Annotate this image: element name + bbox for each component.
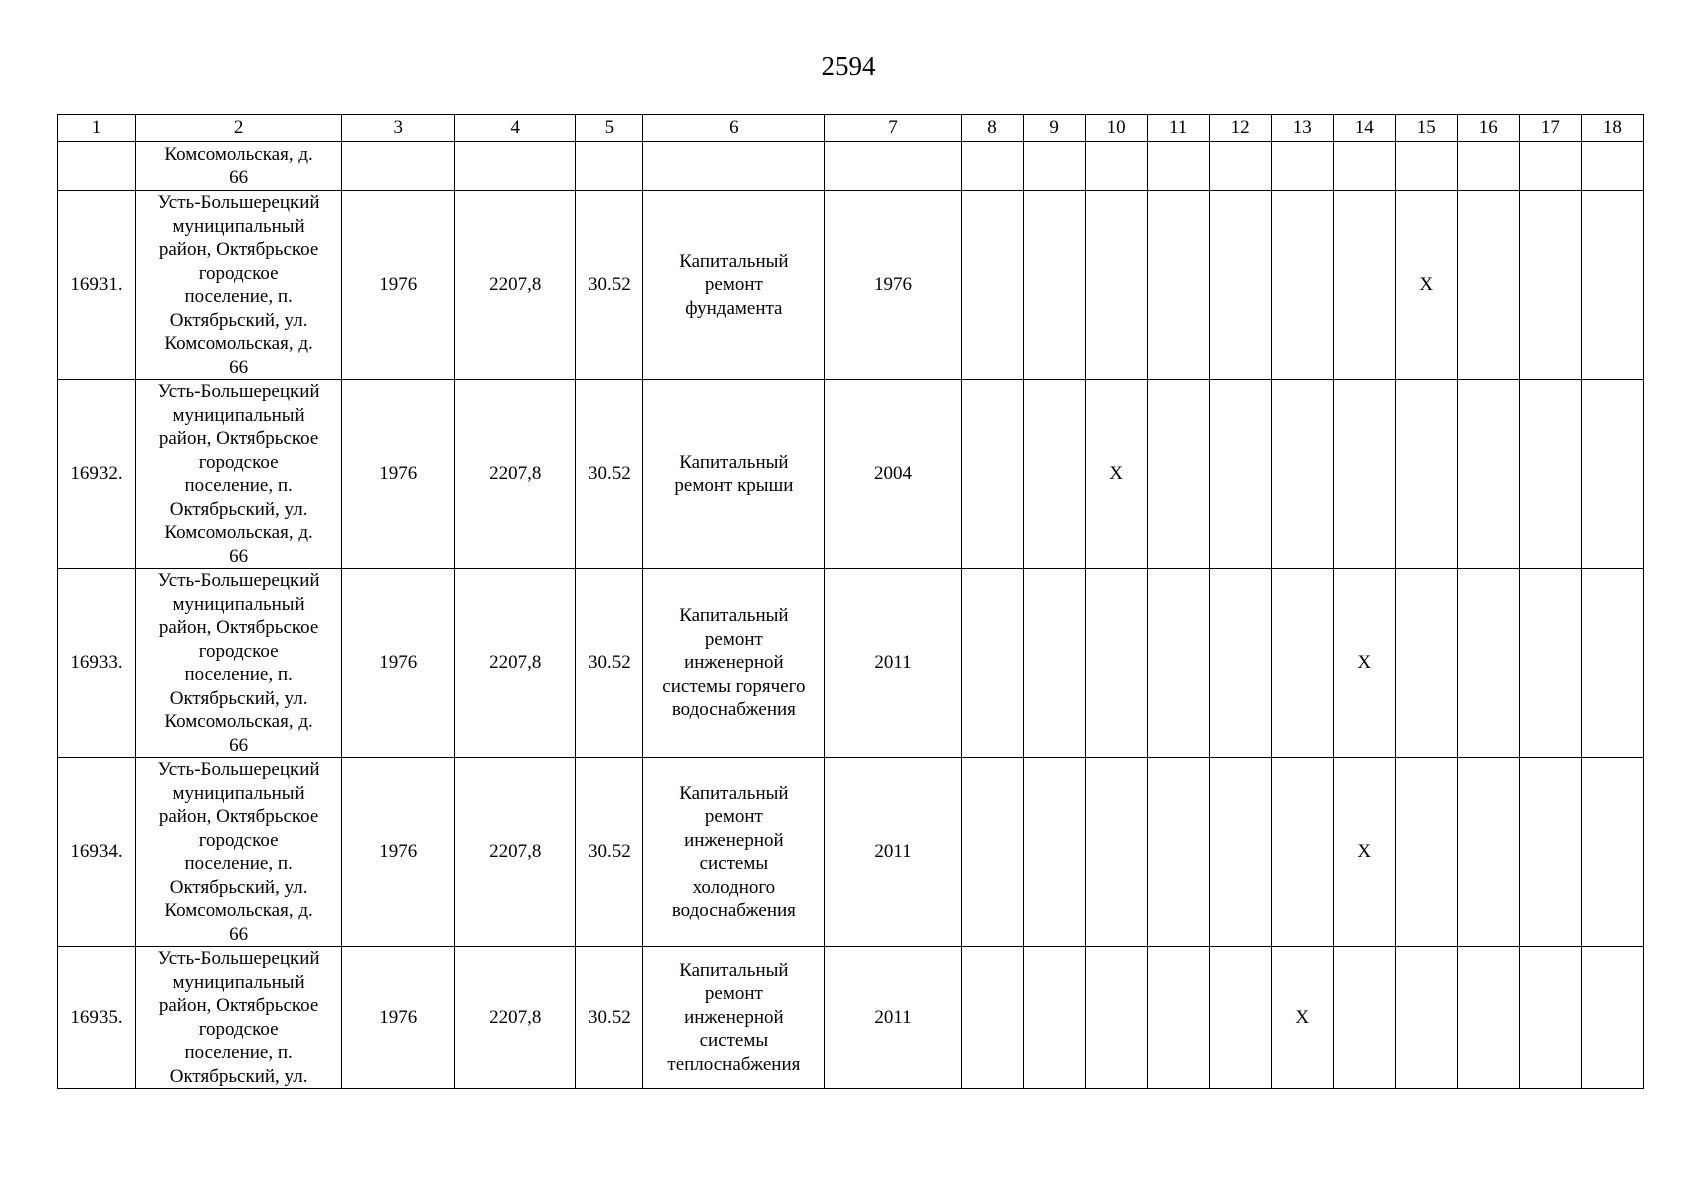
record-number-cell: 16931. <box>58 191 136 380</box>
work-year-cell: 2004 <box>825 380 961 569</box>
mark-cell: X <box>1333 758 1395 947</box>
area-cell <box>455 142 576 191</box>
mark-cell <box>1085 142 1147 191</box>
code-cell: 30.52 <box>576 947 643 1089</box>
mark-cell <box>1147 569 1209 758</box>
continuation-row <box>58 142 1644 191</box>
record-number-cell: 16932. <box>58 380 136 569</box>
mark-cell <box>1519 569 1581 758</box>
mark-cell <box>961 191 1023 380</box>
mark-cell <box>1209 142 1271 191</box>
mark-cell <box>1147 947 1209 1089</box>
address-cell: Усть-Большерецкий муниципальный район, Октябрьское городское поселение, п. Октябрьский, ул. Комсомольская, д. 66 <box>136 758 342 947</box>
column-number-header: 15 <box>1395 115 1457 142</box>
mark-cell <box>1209 947 1271 1089</box>
area-cell: 2207,8 <box>455 758 576 947</box>
code-cell: 30.52 <box>576 191 643 380</box>
area-cell: 2207,8 <box>455 947 576 1089</box>
mark-cell <box>1333 191 1395 380</box>
mark-cell <box>1085 758 1147 947</box>
mark-cell <box>1581 142 1643 191</box>
column-number-header: 6 <box>643 115 825 142</box>
work-type-cell: Капитальный ремонт фундамента <box>643 191 825 380</box>
mark-cell <box>1147 380 1209 569</box>
mark-cell <box>1457 758 1519 947</box>
address-cell: Комсомольская, д. 66 <box>136 142 342 191</box>
mark-cell <box>1395 569 1457 758</box>
column-number-header: 3 <box>342 115 455 142</box>
column-number-header: 13 <box>1271 115 1333 142</box>
column-number-row <box>58 115 1644 142</box>
work-type-cell: Капитальный ремонт инженерной системы теплоснабжения <box>643 947 825 1089</box>
mark-cell <box>1271 380 1333 569</box>
column-number-header: 17 <box>1519 115 1581 142</box>
mark-cell <box>1581 947 1643 1089</box>
mark-cell <box>1457 947 1519 1089</box>
mark-cell <box>1333 380 1395 569</box>
mark-cell <box>1085 569 1147 758</box>
code-cell <box>576 142 643 191</box>
mark-cell <box>1271 191 1333 380</box>
year-built-cell: 1976 <box>342 758 455 947</box>
mark-cell <box>1023 191 1085 380</box>
mark-cell <box>961 758 1023 947</box>
mark-cell <box>1023 569 1085 758</box>
record-number-cell: 16934. <box>58 758 136 947</box>
column-number-header: 4 <box>455 115 576 142</box>
record-number-cell <box>58 142 136 191</box>
work-year-cell <box>825 142 961 191</box>
mark-cell <box>1519 947 1581 1089</box>
mark-cell <box>1333 142 1395 191</box>
column-number-header: 8 <box>961 115 1023 142</box>
table-row <box>58 191 1644 380</box>
code-cell: 30.52 <box>576 569 643 758</box>
mark-cell <box>1395 380 1457 569</box>
mark-cell <box>1085 947 1147 1089</box>
code-cell: 30.52 <box>576 380 643 569</box>
year-built-cell: 1976 <box>342 569 455 758</box>
mark-cell <box>961 380 1023 569</box>
mark-cell: X <box>1085 380 1147 569</box>
column-number-header: 14 <box>1333 115 1395 142</box>
mark-cell <box>1209 758 1271 947</box>
table-row <box>58 947 1644 1089</box>
record-number-cell: 16933. <box>58 569 136 758</box>
mark-cell <box>1209 191 1271 380</box>
mark-cell <box>961 142 1023 191</box>
column-number-header: 7 <box>825 115 961 142</box>
mark-cell <box>1271 758 1333 947</box>
mark-cell <box>961 947 1023 1089</box>
work-type-cell: Капитальный ремонт крыши <box>643 380 825 569</box>
mark-cell <box>1519 758 1581 947</box>
mark-cell <box>1147 758 1209 947</box>
column-number-header: 10 <box>1085 115 1147 142</box>
register-table <box>57 114 1644 1089</box>
mark-cell <box>1333 947 1395 1089</box>
table-row <box>58 569 1644 758</box>
address-cell: Усть-Большерецкий муниципальный район, Октябрьское городское поселение, п. Октябрьский, ул. Комсомольская, д. 66 <box>136 191 342 380</box>
code-cell: 30.52 <box>576 758 643 947</box>
mark-cell: X <box>1271 947 1333 1089</box>
mark-cell <box>1581 380 1643 569</box>
address-cell: Усть-Большерецкий муниципальный район, Октябрьское городское поселение, п. Октябрьский, ул. <box>136 947 342 1089</box>
area-cell: 2207,8 <box>455 191 576 380</box>
column-number-header: 12 <box>1209 115 1271 142</box>
mark-cell <box>1519 142 1581 191</box>
mark-cell <box>1271 569 1333 758</box>
column-number-header: 1 <box>58 115 136 142</box>
mark-cell <box>1395 142 1457 191</box>
mark-cell <box>1581 191 1643 380</box>
mark-cell <box>1519 191 1581 380</box>
mark-cell <box>1395 947 1457 1089</box>
mark-cell <box>1457 142 1519 191</box>
mark-cell <box>1271 142 1333 191</box>
mark-cell <box>1023 758 1085 947</box>
mark-cell <box>1023 947 1085 1089</box>
table-row <box>58 758 1644 947</box>
mark-cell <box>1147 142 1209 191</box>
mark-cell <box>1023 380 1085 569</box>
year-built-cell <box>342 142 455 191</box>
mark-cell <box>1395 758 1457 947</box>
column-number-header: 18 <box>1581 115 1643 142</box>
year-built-cell: 1976 <box>342 191 455 380</box>
work-year-cell: 2011 <box>825 758 961 947</box>
column-number-header: 2 <box>136 115 342 142</box>
address-cell: Усть-Большерецкий муниципальный район, Октябрьское городское поселение, п. Октябрьский, ул. Комсомольская, д. 66 <box>136 569 342 758</box>
year-built-cell: 1976 <box>342 380 455 569</box>
year-built-cell: 1976 <box>342 947 455 1089</box>
mark-cell <box>1457 569 1519 758</box>
work-type-cell: Капитальный ремонт инженерной системы горячего водоснабжения <box>643 569 825 758</box>
work-type-cell: Капитальный ремонт инженерной системы холодного водоснабжения <box>643 758 825 947</box>
mark-cell <box>1457 191 1519 380</box>
column-number-header: 5 <box>576 115 643 142</box>
mark-cell <box>1209 380 1271 569</box>
column-number-header: 9 <box>1023 115 1085 142</box>
work-year-cell: 1976 <box>825 191 961 380</box>
mark-cell <box>1457 380 1519 569</box>
address-cell: Усть-Большерецкий муниципальный район, Октябрьское городское поселение, п. Октябрьский, ул. Комсомольская, д. 66 <box>136 380 342 569</box>
work-year-cell: 2011 <box>825 947 961 1089</box>
mark-cell <box>961 569 1023 758</box>
mark-cell: X <box>1333 569 1395 758</box>
area-cell: 2207,8 <box>455 569 576 758</box>
mark-cell <box>1581 569 1643 758</box>
area-cell: 2207,8 <box>455 380 576 569</box>
column-number-header: 16 <box>1457 115 1519 142</box>
record-number-cell: 16935. <box>58 947 136 1089</box>
register-table-container <box>57 114 1644 1089</box>
mark-cell <box>1581 758 1643 947</box>
mark-cell: X <box>1395 191 1457 380</box>
mark-cell <box>1085 191 1147 380</box>
table-row <box>58 380 1644 569</box>
page-number: 2594 <box>821 51 876 81</box>
mark-cell <box>1147 191 1209 380</box>
mark-cell <box>1023 142 1085 191</box>
mark-cell <box>1519 380 1581 569</box>
work-type-cell <box>643 142 825 191</box>
column-number-header: 11 <box>1147 115 1209 142</box>
work-year-cell: 2011 <box>825 569 961 758</box>
mark-cell <box>1209 569 1271 758</box>
